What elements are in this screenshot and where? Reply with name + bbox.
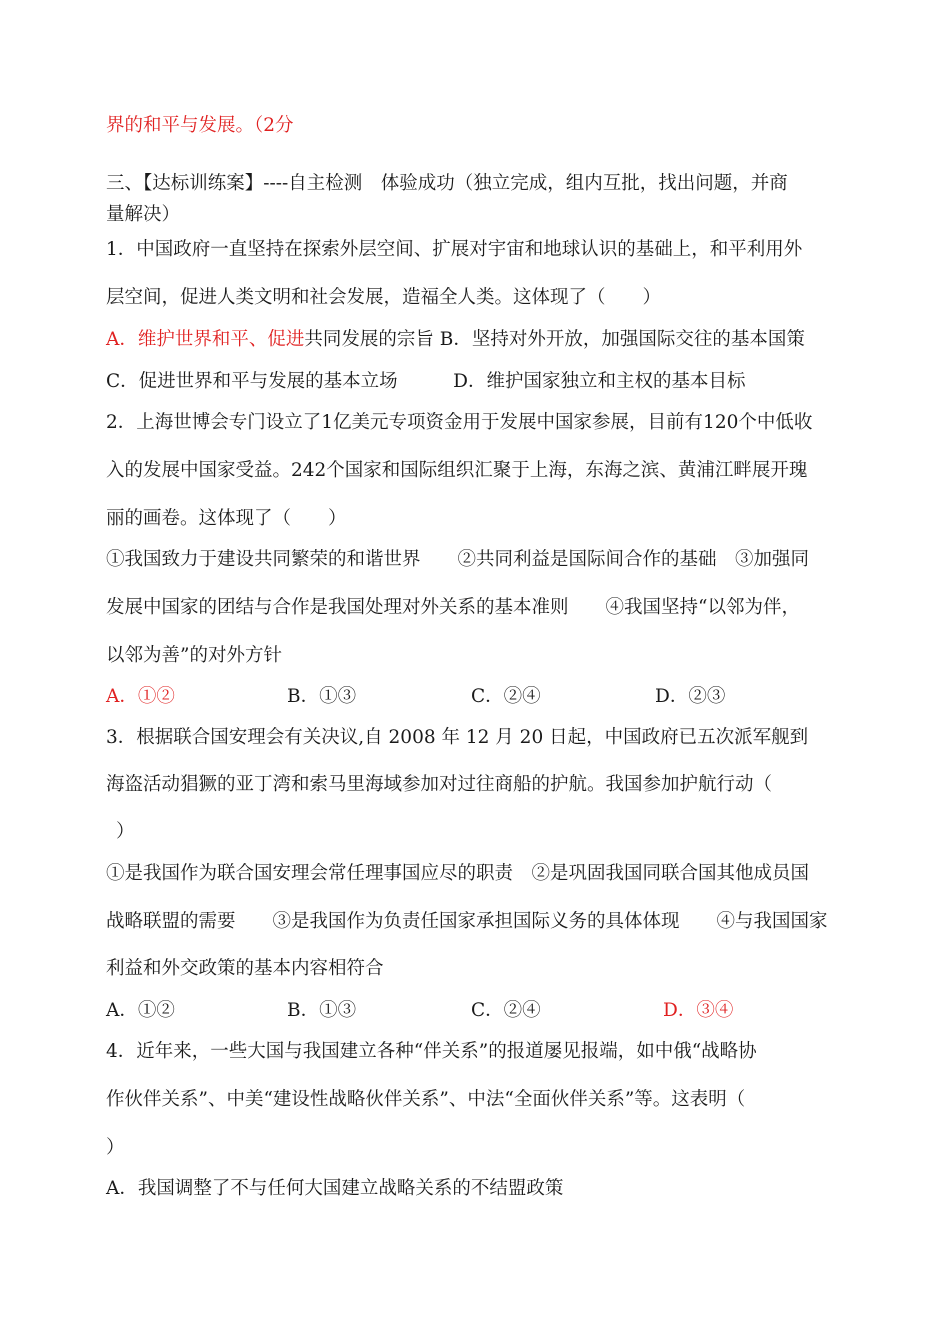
question-1: 1．中国政府一直坚持在探索外层空间、扩展对宇宙和地球认识的基础上，和平利用外 (106, 239, 803, 260)
question-3: 3．根据联合国安理会有关决议,自 2008 年 12 月 20 日起，中国政府已五次派军舰到 (106, 727, 809, 748)
question-4-cont: 作伙伴关系”、中美“建设性战略伙伴关系”、中法“全面伙伴关系”等。这表明（ (106, 1089, 746, 1110)
question-1-options-cd: C．促进世界和平与发展的基本立场 D．维护国家独立和主权的基本目标 (106, 371, 746, 392)
q3-option-a: A．①② (106, 1000, 175, 1021)
question-2-cont: 丽的画卷。这体现了（ ） (106, 508, 347, 529)
question-3-cont: 海盗活动猖獗的亚丁湾和索马里海域参加对过往商船的护航。我国参加护航行动（ (106, 774, 773, 795)
question-4-paren: ） (106, 1137, 125, 1158)
question-4: 4．近年来，一些大国与我国建立各种“伴关系”的报道屡见报端，如中俄“战略协 (106, 1041, 757, 1062)
section-heading: 三、【达标训练案】----自主检测 体验成功（独立完成，组内互批，找出问题，并商 (106, 173, 788, 194)
q3-option-d: D．③④ (663, 1000, 734, 1021)
q2-option-a: A．①② (106, 686, 175, 707)
question-2-cont: 入的发展中国家受益。242个国家和国际组织汇聚于上海，东海之滨、黄浦江畔展开瑰 (106, 460, 808, 481)
question-3-statements-cont: 利益和外交政策的基本内容相符合 (106, 958, 384, 979)
option-a-b-text: 共同发展的宗旨 B．坚持对外开放，加强国际交往的基本国策 (304, 329, 805, 350)
question-2-statements-cont: 发展中国家的团结与合作是我国处理对外关系的基本准则 ④我国坚持“以邻为伴， (106, 597, 800, 618)
question-2-statements-cont: 以邻为善”的对外方针 (106, 645, 282, 666)
answer-fragment: 界的和平与发展。（2分 (106, 115, 294, 136)
section-heading-cont: 量解决） (106, 204, 181, 225)
question-1-options-ab (106, 328, 851, 352)
question-2: 2．上海世博会专门设立了1亿美元专项资金用于发展中国家参展，目前有120个中低收 (106, 412, 813, 433)
question-3-statements-cont: 战略联盟的需要 ③是我国作为负责任国家承担国际义务的具体体现 ④与我国国家 (106, 911, 828, 932)
q2-option-b: B．①③ (287, 686, 357, 707)
question-3-statements: ①是我国作为联合国安理会常任理事国应尽的职责 ②是巩固我国同联合国其他成员国 (106, 863, 810, 884)
q2-option-c: C．②④ (471, 686, 541, 707)
question-1-cont: 层空间，促进人类文明和社会发展，造福全人类。这体现了（ ） (106, 287, 662, 308)
q3-option-b: B．①③ (287, 1000, 357, 1021)
question-4-option-a: A．我国调整了不与任何大国建立战略关系的不结盟政策 (106, 1178, 564, 1199)
question-2-statements: ①我国致力于建设共同繁荣的和谐世界 ②共同利益是国际间合作的基础 ③加强同 (106, 549, 810, 570)
option-a-highlight: A．维护世界和平、促进 (106, 329, 305, 350)
q3-option-c: C．②④ (471, 1000, 541, 1021)
q2-option-d: D．②③ (655, 686, 726, 707)
question-3-paren: ） (116, 821, 135, 842)
